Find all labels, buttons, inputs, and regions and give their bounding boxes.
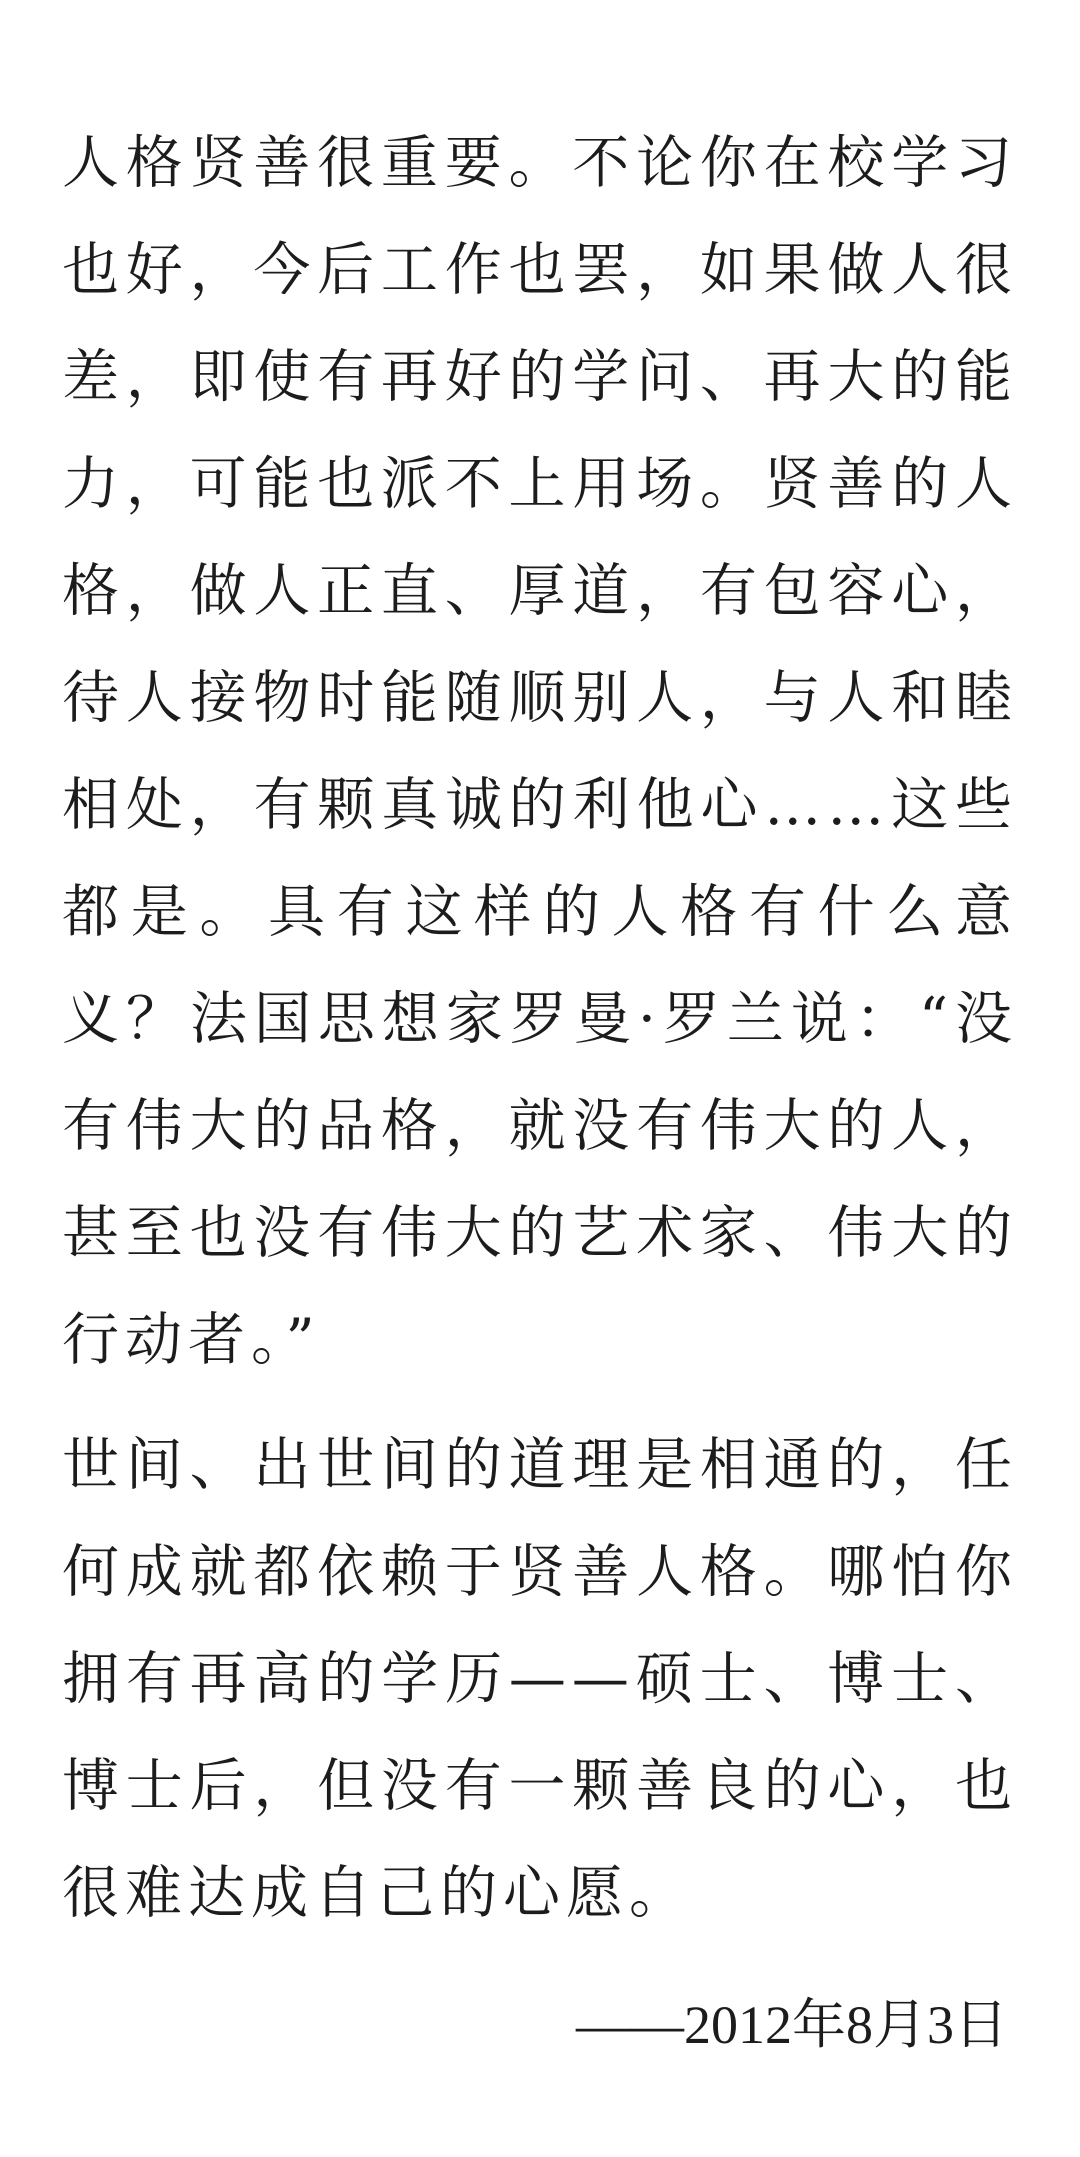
date-signature: ——2012年8月3日 [576, 1995, 1008, 2055]
paragraph-1: 人格贤善很重要。不论你在校学习也好，今后工作也罢，如果做人很差，即使有再好的学问、再大的能力，可能也派不上用场。贤善的人格，做人正直、厚道，有包容心，待人接物时能随顺别人，与人和睦相处，有颗真诚的利他心……这些都是。具有这样的人格有什么意义？法国思想家罗曼·罗兰说：“没有伟大的品格，就没有伟大的人，甚至也没有伟大的艺术家、伟大的行动者。” [62, 130, 1018, 1373]
paragraph-2: 世间、出世间的道理是相通的，任何成就都依赖于贤善人格。哪怕你拥有再高的学历——硕士、博士、博士后，但没有一颗善良的心，也很难达成自己的心愿。 [62, 1432, 1018, 1926]
